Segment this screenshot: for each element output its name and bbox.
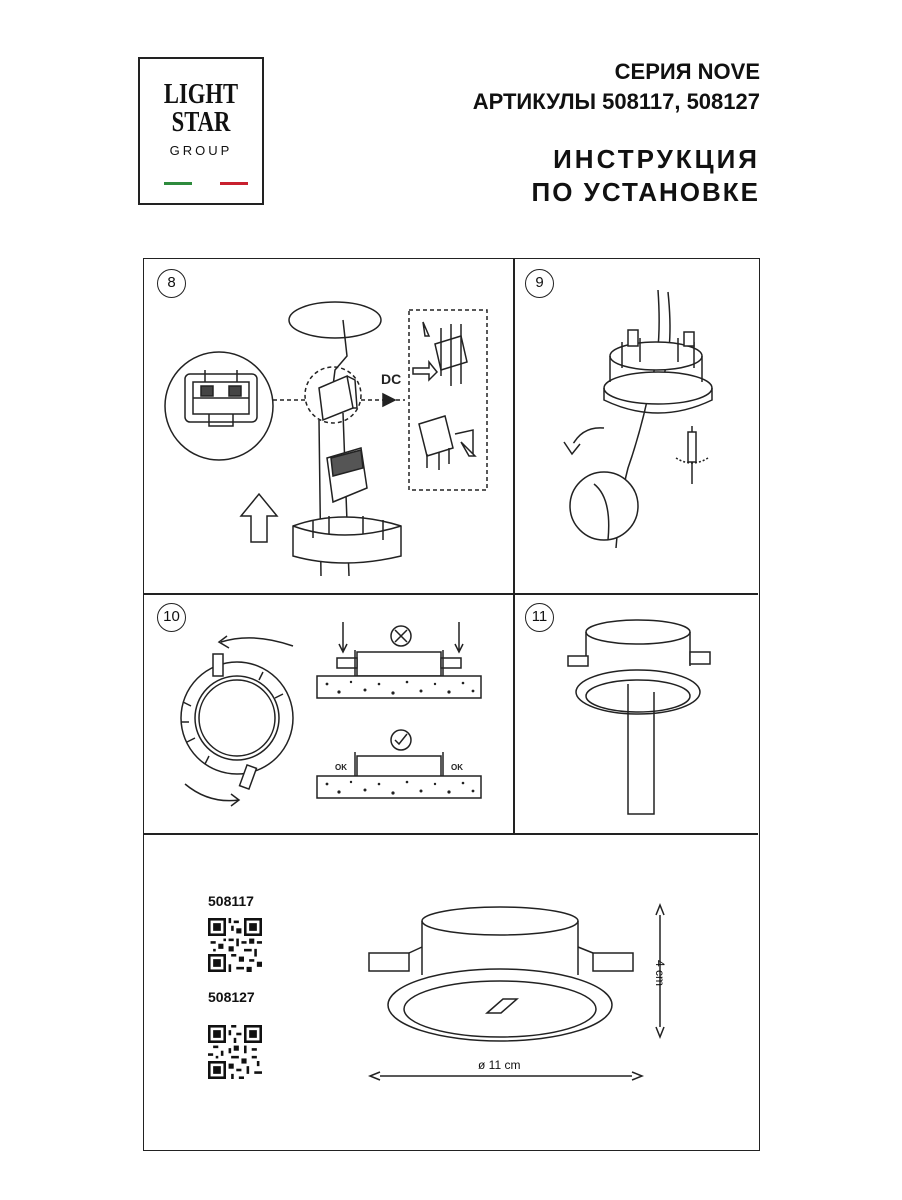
diameter-dimension-label: ø 11 cm <box>478 1058 521 1072</box>
articles-title: АРТИКУЛЫ 508117, 508127 <box>472 89 760 114</box>
italian-flag-stripe <box>164 182 248 185</box>
step-10-illustration <box>143 592 513 832</box>
ok-label-right: OK <box>451 763 463 772</box>
height-dimension-label: 4 cm <box>653 960 667 987</box>
step-11-illustration <box>512 592 760 832</box>
step-badge-11: 11 <box>525 603 554 632</box>
series-title: СЕРИЯ NOVE <box>614 59 760 84</box>
step-badge-9: 9 <box>525 269 554 298</box>
step-8-illustration <box>143 258 513 593</box>
logo-line-3: GROUP <box>169 143 233 158</box>
step-badge-10: 10 <box>157 603 186 632</box>
logo-line-2: STAR <box>171 106 231 138</box>
product-code-2: 508127 <box>208 989 255 1005</box>
brand-logo <box>138 57 264 205</box>
step-badge-8: 8 <box>157 269 186 298</box>
step-9-illustration <box>512 258 760 593</box>
ok-label-left: OK <box>335 763 347 772</box>
product-code-1: 508117 <box>208 893 254 909</box>
instruction-title-line-1: ИНСТРУКЦИЯ <box>553 144 760 174</box>
dc-label: DC <box>381 371 402 387</box>
logo-line-1: LIGHT <box>163 78 239 110</box>
instruction-title-line-2: ПО УСТАНОВКЕ <box>531 177 760 207</box>
product-dimension-drawing <box>143 835 760 1151</box>
